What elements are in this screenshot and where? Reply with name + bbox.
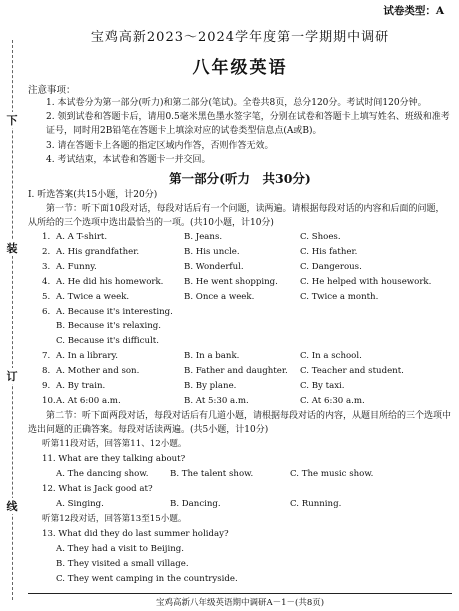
binding-char-3: 订 xyxy=(6,370,18,383)
binding-char-4: 线 xyxy=(6,500,18,513)
option-a: A. Singing. xyxy=(56,498,104,509)
options-row xyxy=(28,497,452,512)
option-b: B. Because it's relaxing. xyxy=(56,321,162,332)
exam-type: 试卷类型：A xyxy=(383,5,444,17)
option-c: C. Twice a month. xyxy=(300,291,379,302)
question-row xyxy=(28,245,452,260)
note-item: 3. 请在答题卡上各题的指定区域内作答，否则作答无效。 xyxy=(46,140,274,151)
question-number: 2. xyxy=(42,246,51,257)
page-footer: 宝鸡高新八年级英语期中调研A－1－(共8页) xyxy=(28,593,452,608)
option-c: C. Because it's difficult. xyxy=(56,336,159,347)
option-b: B. Once a week. xyxy=(184,291,255,302)
option-a: A. He did his homework. xyxy=(56,276,164,287)
question-row xyxy=(28,260,452,275)
question-number: 9. xyxy=(42,381,51,392)
section1-title: Ⅰ. 听选答案(共15小题，计20分) xyxy=(28,190,158,201)
question-text: 12. What is Jack good at? xyxy=(42,483,153,494)
option-c: C. In a school. xyxy=(300,351,362,362)
option-a: A. Funny. xyxy=(56,261,97,272)
option-c: C. Shoes. xyxy=(300,232,341,243)
option-c: C. His father. xyxy=(300,246,358,257)
option-b: B. In a bank. xyxy=(184,351,240,362)
question-row xyxy=(28,349,452,364)
header-title: 宝鸡高新2023～2024学年度第一学期期中调研 xyxy=(90,30,390,45)
binding-char-2: 装 xyxy=(6,242,18,255)
notes-heading: 注意事项： xyxy=(28,85,76,96)
option-a: A. Because it's interesting. xyxy=(56,306,173,317)
question-number: 1. xyxy=(42,232,51,243)
option-c: C. Running. xyxy=(290,498,342,509)
option-b: B. Dancing. xyxy=(170,498,221,509)
exam-page xyxy=(28,0,452,611)
question-number: 8. xyxy=(42,366,51,377)
option-b: B. Wonderful. xyxy=(184,261,244,272)
question-text: 11. What are they talking about? xyxy=(42,453,186,464)
option-a: A. His grandfather. xyxy=(56,246,140,257)
option-b: B. The talent show. xyxy=(170,468,254,479)
question-number: 4. xyxy=(42,276,51,287)
option-b: B. At 5:30 a.m. xyxy=(184,395,249,406)
option-c: C. The music show. xyxy=(290,468,374,479)
option-b: B. They visited a small village. xyxy=(56,558,189,569)
listen-instruction: 听第12段对话，回答第13至15小题。 xyxy=(42,513,187,524)
section1-desc: 第一节：听下面10段对话，每段对话后有一个问题，读两遍。请根据每段对话的内容和后面的问题，从所给的三个选项中选出最恰当的一项。(共10小题，计10分) xyxy=(28,204,445,229)
option-c: C. By taxi. xyxy=(300,381,345,392)
option-b: B. He went shopping. xyxy=(184,276,278,287)
option-a: A. Twice a week. xyxy=(56,291,130,302)
option-a: A. At 6:00 a.m. xyxy=(56,395,121,406)
option-a: A. They had a visit to Beijing. xyxy=(56,543,184,554)
option-c: C. At 6:30 a.m. xyxy=(300,395,365,406)
question-text: 13. What did they do last summer holiday? xyxy=(42,528,229,539)
option-a: A. In a library. xyxy=(56,351,118,362)
option-a: A. A T-shirt. xyxy=(56,232,108,243)
note-item: 4. 考试结束，本试卷和答题卡一并交回。 xyxy=(46,154,211,165)
listen-instruction: 听第11段对话，回答第11、12小题。 xyxy=(42,438,187,449)
note-item: 1. 本试卷分为第一部分(听力)和第二部分(笔试)。全卷共8页，总分120分。考试时间120分钟。 xyxy=(46,98,427,108)
option-a: A. By train. xyxy=(56,381,106,392)
option-c: C. They went camping in the countryside. xyxy=(56,573,238,584)
option-a: A. The dancing show. xyxy=(56,468,149,479)
main-title: 八年级英语 xyxy=(192,58,288,78)
option-c: C. He helped with housework. xyxy=(300,276,432,287)
question-row xyxy=(28,364,452,379)
question-number: 5. xyxy=(42,291,51,302)
question-number: 7. xyxy=(42,351,51,362)
option-b: B. His uncle. xyxy=(184,246,240,257)
question-row xyxy=(28,230,452,245)
question-number: 3. xyxy=(42,261,51,272)
question-row xyxy=(28,379,452,394)
question-row xyxy=(28,305,452,320)
question-row xyxy=(28,275,452,290)
question-number: 6. xyxy=(42,306,51,317)
option-a: A. Mother and son. xyxy=(56,366,140,377)
option-b: B. By plane. xyxy=(184,381,237,392)
option-c: C. Dangerous. xyxy=(300,261,362,272)
section2-desc: 第二节：听下面两段对话，每段对话后有几道小题，请根据每段对话的内容，从题目所给的三个选项中选出问题的正确答案。每段对话读两遍。(共5小题，计10分) xyxy=(28,410,452,435)
option-b: B. Jeans. xyxy=(184,232,223,243)
options-row xyxy=(28,467,452,482)
note-item: 2. 领到试卷和答题卡后，请用0.5毫米黑色墨水签字笔，分别在试卷和答题卡上填写姓名、班级和准考证号，同时用2B铅笔在答题卡上填涂对应的试卷类型信息点(A或B)。 xyxy=(46,112,450,137)
question-row xyxy=(28,394,452,409)
binding-char-1: 下 xyxy=(6,114,18,127)
option-c: C. Teacher and student. xyxy=(300,366,404,377)
option-b: B. Father and daughter. xyxy=(184,366,288,377)
question-number: 10. xyxy=(42,395,56,406)
question-row xyxy=(28,290,452,305)
part1-title: 第一部分(听力 共30分) xyxy=(169,171,311,187)
